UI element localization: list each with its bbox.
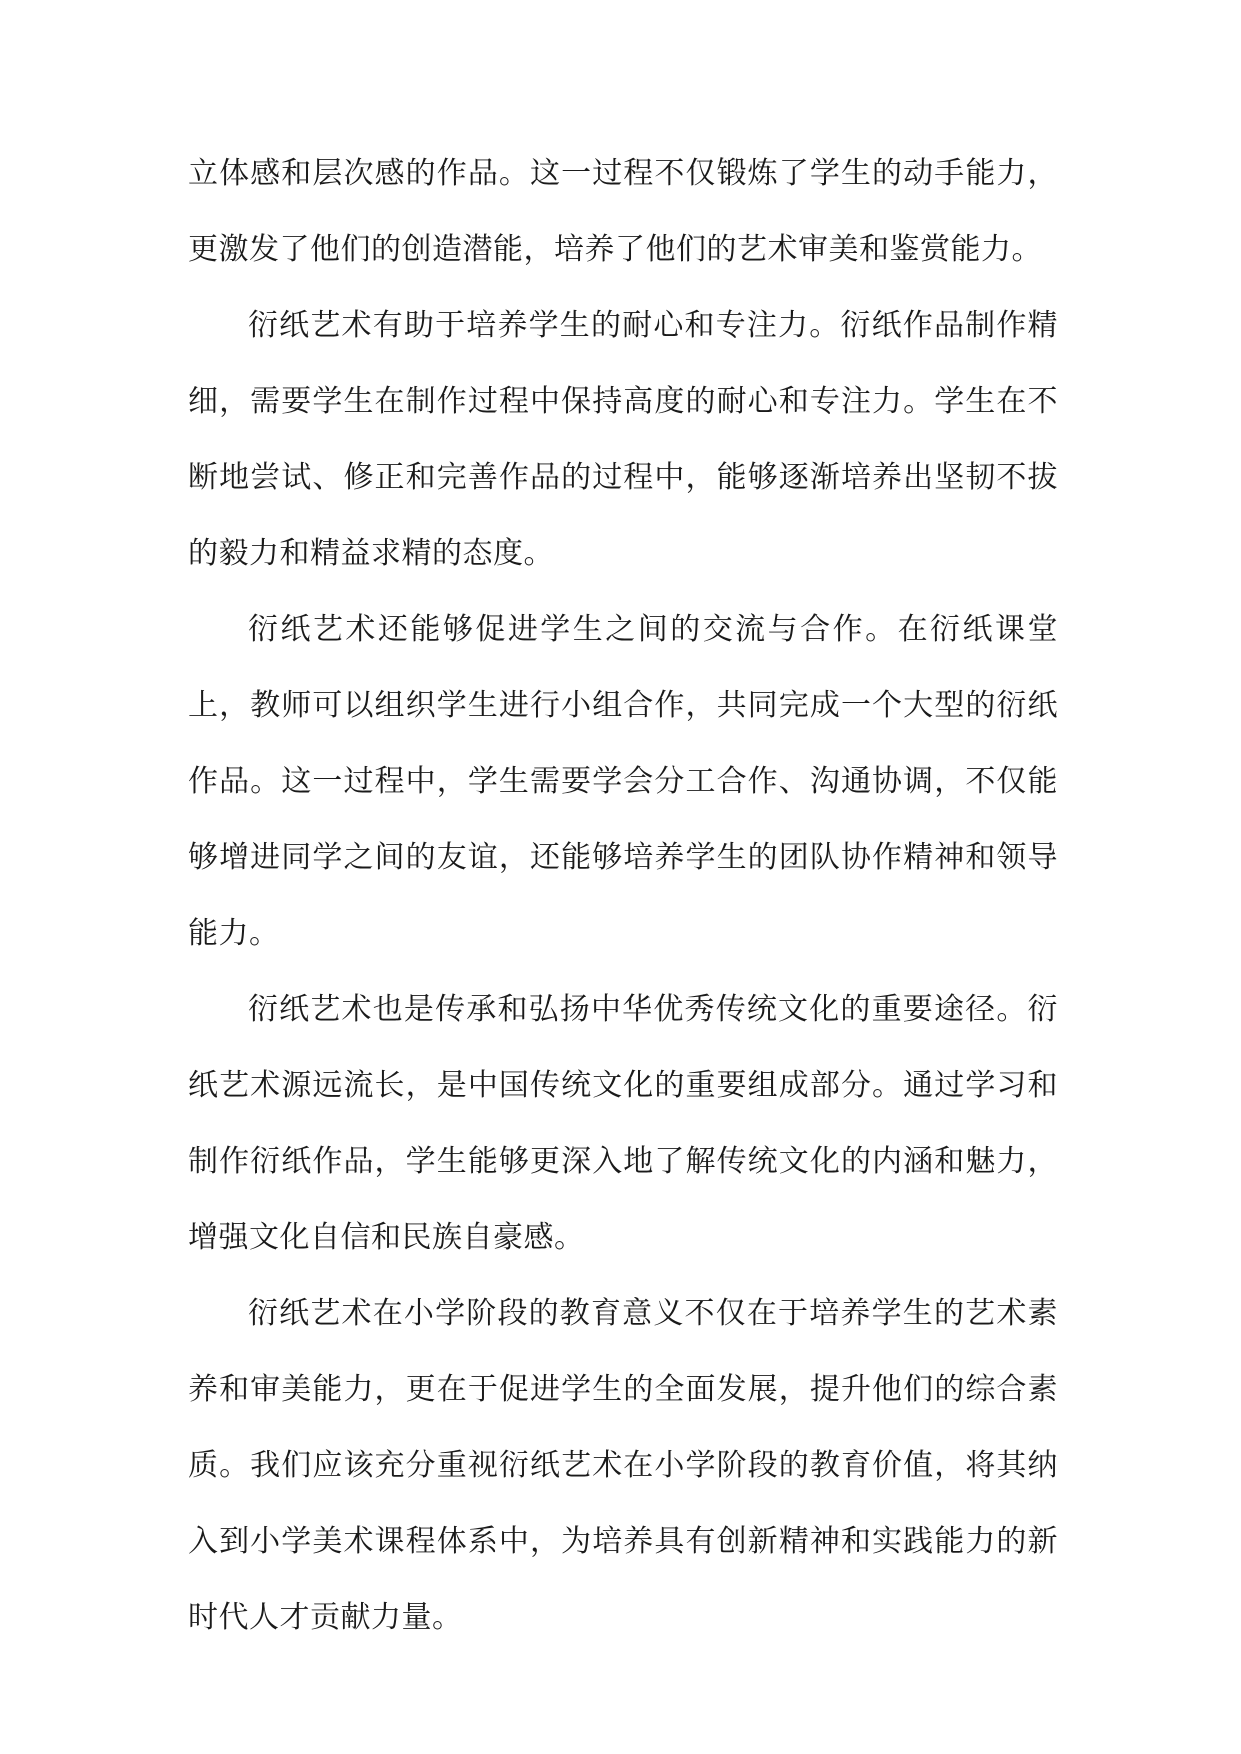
paragraph-4: 衍纸艺术也是传承和弘扬中华优秀传统文化的重要途径。衍纸艺术源远流长，是中国传统文化的重要组成部分。通过学习和制作衍纸作品，学生能够更深入地了解传统文化的内涵和魅力，增强文化自信和民族自豪感。 xyxy=(188,992,1058,1255)
paragraph-1: 立体感和层次感的作品。这一过程不仅锻炼了学生的动手能力，更激发了他们的创造潜能，培养了他们的艺术审美和鉴赏能力。 xyxy=(188,156,1058,267)
document-body xyxy=(188,136,1058,1656)
paragraph-2: 衍纸艺术有助于培养学生的耐心和专注力。衍纸作品制作精细，需要学生在制作过程中保持高度的耐心和专注力。学生在不断地尝试、修正和完善作品的过程中，能够逐渐培养出坚韧不拔的毅力和精益求精的态度。 xyxy=(188,308,1058,571)
paragraph-3: 衍纸艺术还能够促进学生之间的交流与合作。在衍纸课堂上，教师可以组织学生进行小组合作，共同完成一个大型的衍纸作品。这一过程中，学生需要学会分工合作、沟通协调，不仅能够增进同学之间的友谊，还能够培养学生的团队协作精神和领导能力。 xyxy=(188,612,1058,951)
paragraph-5: 衍纸艺术在小学阶段的教育意义不仅在于培养学生的艺术素养和审美能力，更在于促进学生的全面发展，提升他们的综合素质。我们应该充分重视衍纸艺术在小学阶段的教育价值，将其纳入到小学美术课程体系中，为培养具有创新精神和实践能力的新时代人才贡献力量。 xyxy=(188,1296,1058,1635)
